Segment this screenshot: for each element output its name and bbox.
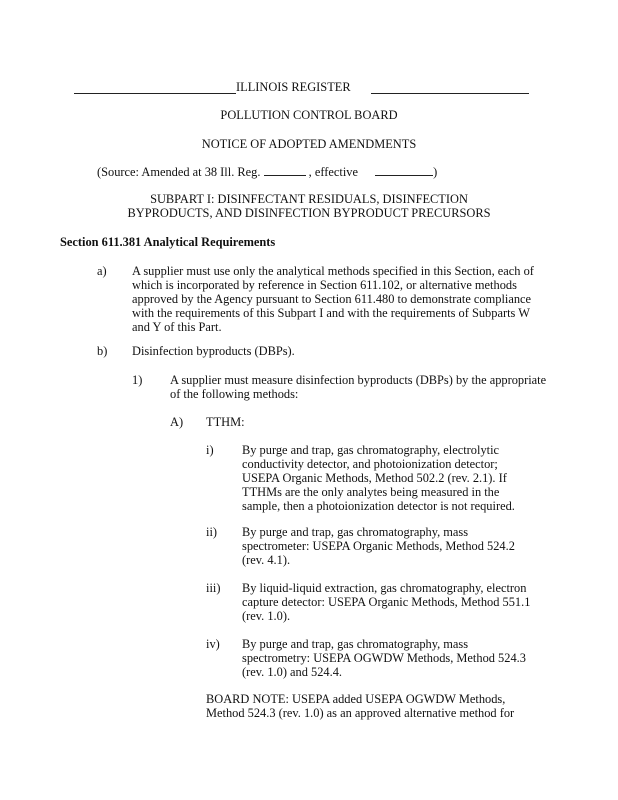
header-rule-left	[74, 93, 236, 94]
source-blank-date	[375, 164, 433, 176]
method-line: (rev. 1.0) and 524.4.	[242, 665, 343, 679]
method-line: spectrometer: USEPA Organic Methods, Method 524.2	[242, 539, 515, 553]
method-label: iii)	[206, 581, 221, 595]
method-label: iv)	[206, 637, 220, 651]
method-line: spectrometry: USEPA OGWDW Methods, Method 524.3	[242, 651, 526, 665]
notice-title: NOTICE OF ADOPTED AMENDMENTS	[201, 137, 417, 151]
para-A-label: A)	[170, 415, 184, 429]
source-prefix: (Source: Amended at 38 Ill. Reg.	[97, 165, 261, 179]
method-line: (rev. 4.1).	[242, 553, 291, 567]
para-b-label: b)	[97, 344, 108, 358]
method-line: By purge and trap, gas chromatography, electrolytic	[242, 443, 500, 457]
para-a-line: which is incorporated by reference in Section 611.102, or alternative methods	[132, 278, 517, 292]
section-heading: Section 611.381 Analytical Requirements	[60, 235, 276, 249]
method-line: conductivity detector, and photoionization detector;	[242, 457, 498, 471]
para-a-line: approved by the Agency pursuant to Section 611.480 to demonstrate compliance	[132, 292, 532, 306]
method-line: USEPA Organic Methods, Method 502.2 (rev. 2.1). If	[242, 471, 507, 485]
para-a-line: A supplier must use only the analytical methods specified in this Section, each of	[132, 264, 534, 278]
board-note-line: BOARD NOTE: USEPA added USEPA OGWDW Methods,	[206, 692, 506, 706]
para-A-text: TTHM:	[206, 415, 245, 429]
para-a-label: a)	[97, 264, 107, 278]
subpart-heading-line2: BYPRODUCTS, AND DISINFECTION BYPRODUCT PRECURSORS	[127, 206, 491, 220]
register-title: ILLINOIS REGISTER	[236, 80, 351, 94]
subpart-heading-line1: SUBPART I: DISINFECTANT RESIDUALS, DISINFECTION	[150, 192, 468, 206]
method-line: By purge and trap, gas chromatography, mass	[242, 525, 469, 539]
source-effective: , effective	[308, 165, 358, 179]
method-line: By liquid-liquid extraction, gas chromatography, electron	[242, 581, 527, 595]
para-b1-line: A supplier must measure disinfection byproducts (DBPs) by the appropriate	[170, 373, 547, 387]
para-a-line: and Y of this Part.	[132, 320, 222, 334]
board-name: POLLUTION CONTROL BOARD	[220, 108, 398, 122]
method-line: sample, then a photoionization detector is not required.	[242, 499, 515, 513]
method-line: (rev. 1.0).	[242, 609, 291, 623]
para-b1-line: of the following methods:	[170, 387, 299, 401]
method-label: i)	[206, 443, 214, 457]
para-a-line: with the requirements of this Subpart I and with the requirements of Subparts W	[132, 306, 530, 320]
method-label: ii)	[206, 525, 218, 539]
method-line: By purge and trap, gas chromatography, mass	[242, 637, 469, 651]
header-rule-right	[371, 93, 529, 94]
method-line: TTHMs are the only analytes being measured in the	[242, 485, 500, 499]
method-line: capture detector: USEPA Organic Methods, Method 551.1	[242, 595, 531, 609]
para-b1-label: 1)	[132, 373, 143, 387]
source-close: )	[433, 165, 438, 179]
source-blank-volume	[264, 164, 306, 176]
para-b-text: Disinfection byproducts (DBPs).	[132, 344, 295, 358]
source-line	[97, 164, 437, 180]
board-note-line: Method 524.3 (rev. 1.0) as an approved alternative method for	[206, 706, 515, 720]
